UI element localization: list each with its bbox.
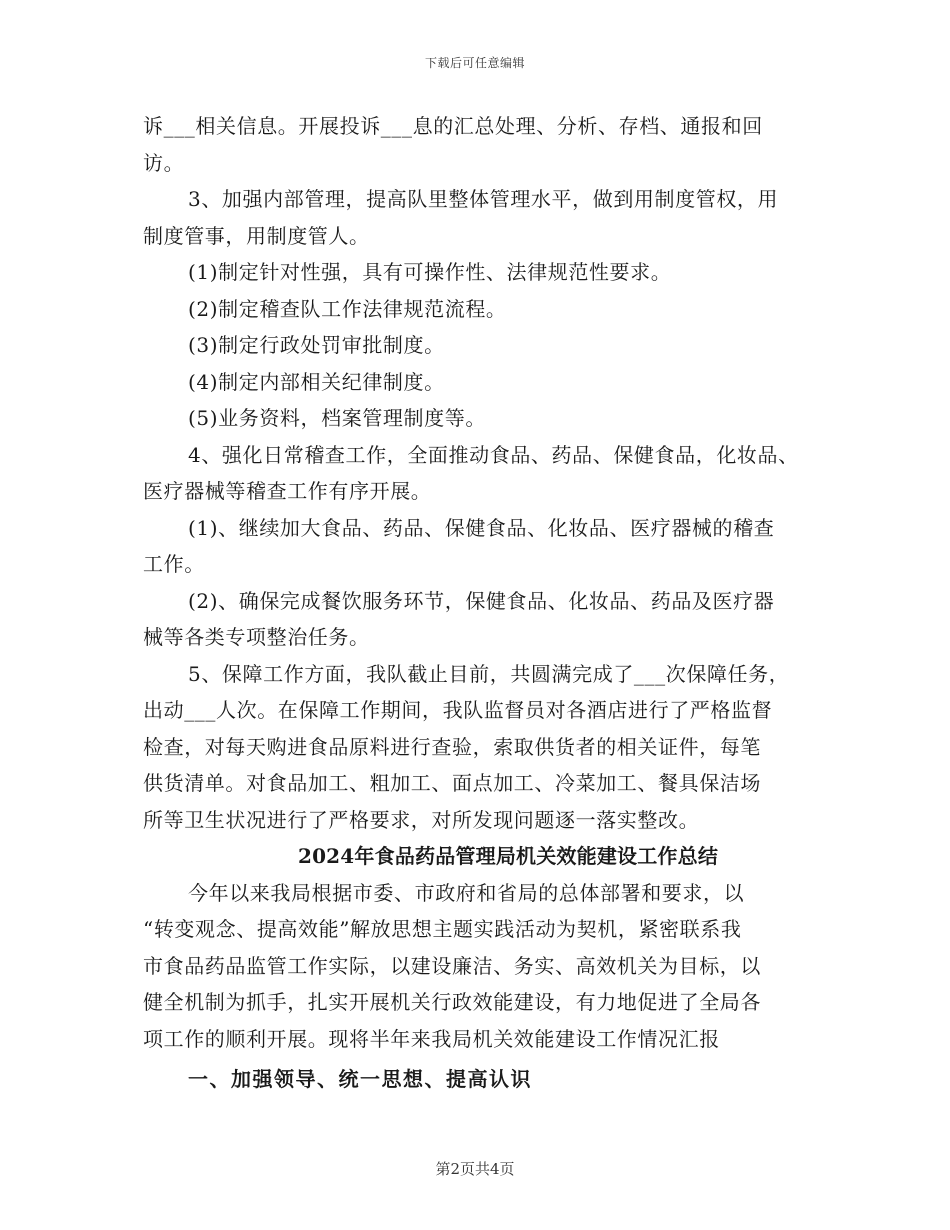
text-line: 5、保障工作方面，我队截止目前，共圆满完成了___次保障任务， xyxy=(188,661,790,686)
text-line: (1)、继续加大食品、药品、保健食品、化妆品、医疗器械的稽查 xyxy=(188,515,775,540)
text-line: 健全机制为抓手，扎实开展机关行政效能建设，有力地促进了全局各 xyxy=(143,990,761,1014)
text-line: (2)、确保完成餐饮服务环节，保健食品、化妆品、药品及医疗器 xyxy=(188,588,775,613)
section-title: 2024年食品药品管理局机关效能建设工作总结 xyxy=(297,844,719,868)
text-line: (1)制定针对性强，具有可操作性、法律规范性要求。 xyxy=(188,260,672,284)
page-header: 下载后可任意编辑 xyxy=(424,56,525,70)
text-line: 出动___人次。在保障工作期间，我队监督员对各酒店进行了严格监督 xyxy=(143,698,773,722)
text-line: 械等各类专项整治任务。 xyxy=(143,625,370,649)
text-line: 医疗器械等稽查工作有序开展。 xyxy=(143,479,432,503)
text-line: 工作。 xyxy=(143,552,205,576)
text-line: 市食品药品监管工作实际，以建设廉洁、务实、高效机关为目标，以 xyxy=(143,953,761,978)
page-number: 第2页共4页 xyxy=(435,1160,515,1178)
text-line: 制度管事，用制度管人。 xyxy=(143,223,370,248)
text-line: 今年以来我局根据市委、市政府和省局的总体部署和要求，以 xyxy=(188,880,745,905)
text-line: “转变观念、提高效能”解放思想主题实践活动为契机，紧密联系我 xyxy=(143,917,742,941)
text-line: 供货清单。对食品加工、粗加工、面点加工、冷菜加工、餐具保洁场 xyxy=(143,771,761,795)
text-line: 项工作的顺利开展。现将半年来我局机关效能建设工作情况汇报 xyxy=(143,1026,720,1051)
text-line: (5)业务资料，档案管理制度等。 xyxy=(188,406,486,430)
text-line: (2)制定稽查队工作法律规范流程。 xyxy=(188,296,507,321)
text-line: 所等卫生状况进行了严格要求，对所发现问题逐一落实整改。 xyxy=(143,807,700,832)
section-heading: 一、加强领导、统一思想、提高认识 xyxy=(188,1067,532,1091)
text-line: 访。 xyxy=(143,150,185,175)
text-line: (4)制定内部相关纪律制度。 xyxy=(188,369,445,394)
text-line: (3)制定行政处罚审批制度。 xyxy=(188,333,445,357)
text-line: 检查，对每天购进食品原料进行查验，索取供货者的相关证件，每笔 xyxy=(143,734,761,759)
document-body xyxy=(143,108,823,1101)
text-line: 3、加强内部管理，提高队里整体管理水平，做到用制度管权，用 xyxy=(188,187,779,211)
text-line: 诉___相关信息。开展投诉___息的汇总处理、分析、存档、通报和回 xyxy=(143,114,763,138)
text-line: 4、强化日常稽查工作，全面推动食品、药品、保健食品，化妆品、 xyxy=(188,442,799,467)
